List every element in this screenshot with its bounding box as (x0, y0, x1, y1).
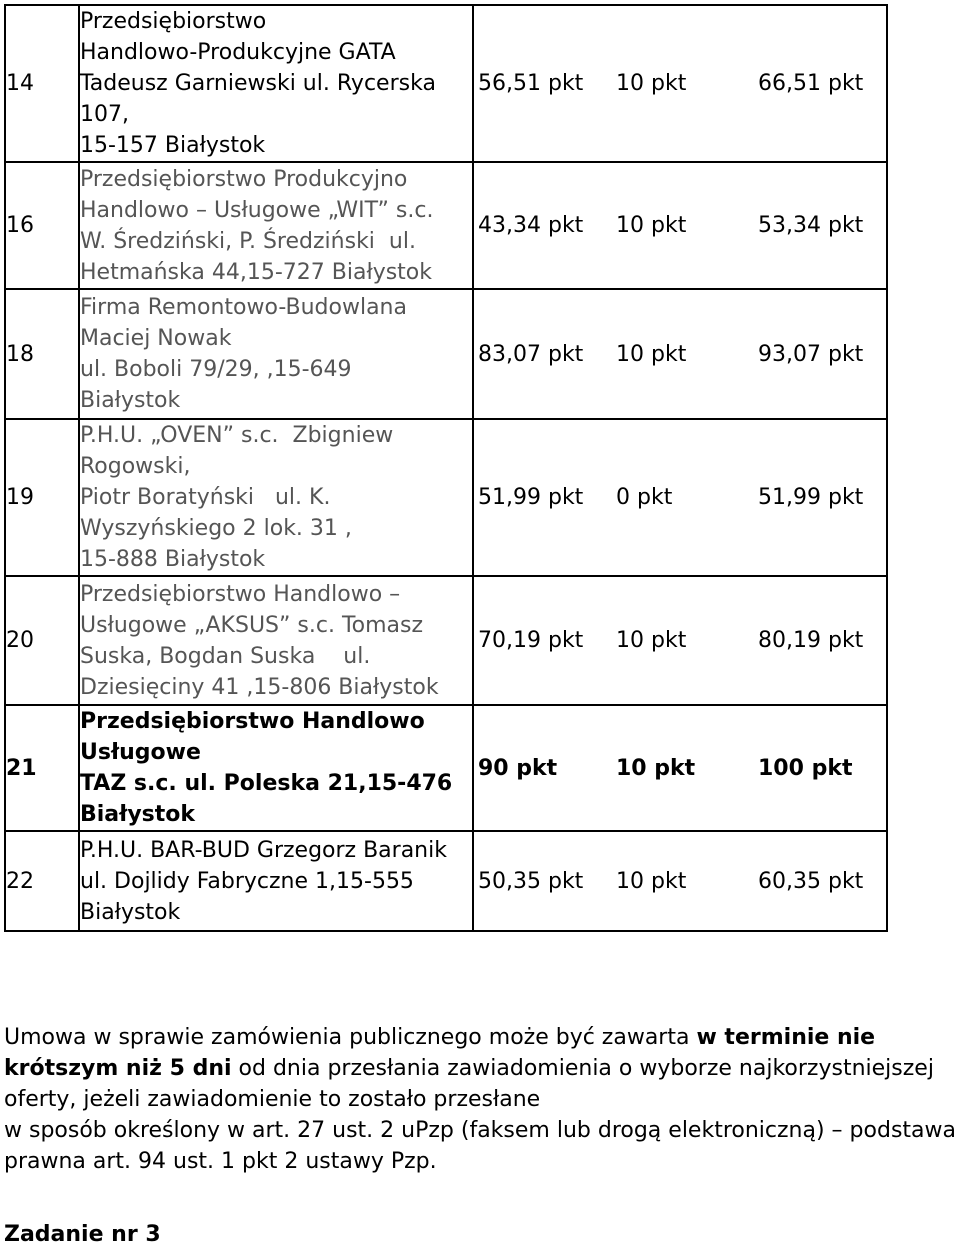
contractor-line: Usługowe (80, 740, 201, 765)
contractor-line: Dziesięciny 41 ,15-806 Białystok (80, 674, 439, 700)
contractor-line: Przedsiębiorstwo (80, 9, 267, 34)
contractor-line: P.H.U. BAR-BUD Grzegorz Baranik (80, 837, 447, 863)
total-score: 93,07 pkt (758, 341, 864, 367)
contractor-line: Firma Remontowo-Budowlana (80, 295, 407, 320)
contractor-name (79, 576, 473, 705)
contractor-line: Handlowo-Produkcyjne GATA (80, 40, 396, 65)
contractor-line: ul. Dojlidy Fabryczne 1,15-555 (80, 868, 414, 894)
offer-number: 22 (5, 831, 79, 931)
table-row (5, 576, 887, 705)
table-row (5, 5, 887, 162)
price-score: 90 pkt (478, 755, 558, 781)
price-score: 83,07 pkt (478, 341, 584, 367)
contractor-line: TAZ s.c. ul. Poleska 21,15-476 (80, 771, 453, 796)
contractor-line: Handlowo – Usługowe „WIT” s.c. (80, 197, 434, 223)
table-row (5, 705, 887, 831)
extra-score: 10 pkt (616, 341, 687, 367)
contractor-line: Wyszyńskiego 2 lok. 31 , (80, 516, 352, 541)
price-score: 70,19 pkt (478, 628, 584, 653)
contractor-line: 107, (80, 102, 129, 127)
price-score: 51,99 pkt (478, 485, 584, 510)
total-score: 66,51 pkt (758, 71, 864, 96)
extra-score: 10 pkt (616, 628, 687, 653)
contractor-line: Hetmańska 44,15-727 Białystok (80, 259, 432, 285)
total-score: 60,35 pkt (758, 868, 864, 894)
contractor-line: Przedsiębiorstwo Handlowo (80, 709, 425, 734)
contractor-name (79, 5, 473, 162)
offer-number: 14 (5, 5, 79, 162)
contractor-name (79, 162, 473, 289)
table-row (5, 162, 887, 289)
contractor-line: Suska, Bogdan Suska ul. (80, 643, 371, 669)
table-row (5, 289, 887, 419)
offer-number: 20 (5, 576, 79, 705)
price-score: 56,51 pkt (478, 71, 584, 96)
score-cell (473, 5, 887, 162)
table-row (5, 831, 887, 931)
total-score: 100 pkt (758, 755, 853, 781)
notice-text-3: w sposób określony w art. 27 ust. 2 uPzp (faksem lub drogą elektroniczną) – podstawa prawna art. 94 ust. 1 pkt 2 ustawy Pzp. (4, 1118, 956, 1174)
score-cell (473, 576, 887, 705)
score-cell (473, 419, 887, 576)
contractor-line: P.H.U. „OVEN” s.c. Zbigniew (80, 423, 394, 448)
score-cell (473, 162, 887, 289)
total-score: 51,99 pkt (758, 485, 864, 510)
extra-score: 10 pkt (616, 213, 687, 238)
extra-score: 10 pkt (616, 868, 687, 894)
total-score: 80,19 pkt (758, 628, 864, 653)
total-score: 53,34 pkt (758, 213, 864, 238)
score-cell (473, 831, 887, 931)
extra-score: 0 pkt (616, 485, 673, 510)
contractor-line: Piotr Boratyński ul. K. (80, 485, 331, 510)
contractor-line: Maciej Nowak (80, 326, 232, 351)
offer-number: 18 (5, 289, 79, 419)
contractor-name (79, 289, 473, 419)
contractor-line: 15-157 Białystok (80, 133, 266, 158)
contractor-name (79, 705, 473, 831)
notice-text-1: Umowa w sprawie zamówienia publicznego może być zawarta (4, 1025, 697, 1050)
notice-deadline: w terminie nie krótszym niż 5 dni (4, 1025, 876, 1081)
offer-number: 21 (5, 705, 79, 831)
contractor-line: Przedsiębiorstwo Handlowo – (80, 581, 401, 607)
contractor-line: Usługowe „AKSUS” s.c. Tomasz (80, 612, 424, 638)
contractor-line: Tadeusz Garniewski ul. Rycerska (80, 71, 436, 96)
table-row (5, 419, 887, 576)
contractor-line: Białystok (80, 388, 181, 413)
contractor-line: Przedsiębiorstwo Produkcyjno (80, 166, 408, 192)
contractor-name (79, 419, 473, 576)
contractor-line: Białystok (80, 802, 196, 827)
extra-score: 10 pkt (616, 71, 687, 96)
score-cell (473, 705, 887, 831)
contractor-name (79, 831, 473, 931)
price-score: 50,35 pkt (478, 868, 584, 894)
extra-score: 10 pkt (616, 755, 696, 781)
contractor-line: Rogowski, (80, 454, 191, 479)
contractor-line: 15-888 Białystok (80, 547, 266, 572)
contractor-line: W. Średziński, P. Średziński ul. (80, 228, 416, 254)
task-heading: Zadanie nr 3 (4, 1222, 161, 1247)
contractor-line: ul. Boboli 79/29, ,15-649 (80, 357, 352, 382)
offer-number: 19 (5, 419, 79, 576)
contractor-line: Białystok (80, 899, 181, 925)
price-score: 43,34 pkt (478, 213, 584, 238)
score-cell (473, 289, 887, 419)
offer-number: 16 (5, 162, 79, 289)
contract-notice (4, 1022, 960, 1177)
offers-table (4, 4, 888, 932)
notice-text-2: od dnia przesłania zawiadomienia o wyborze najkorzystniejszej oferty, jeżeli zawiadomienie to zostało przesłane (4, 1056, 934, 1112)
